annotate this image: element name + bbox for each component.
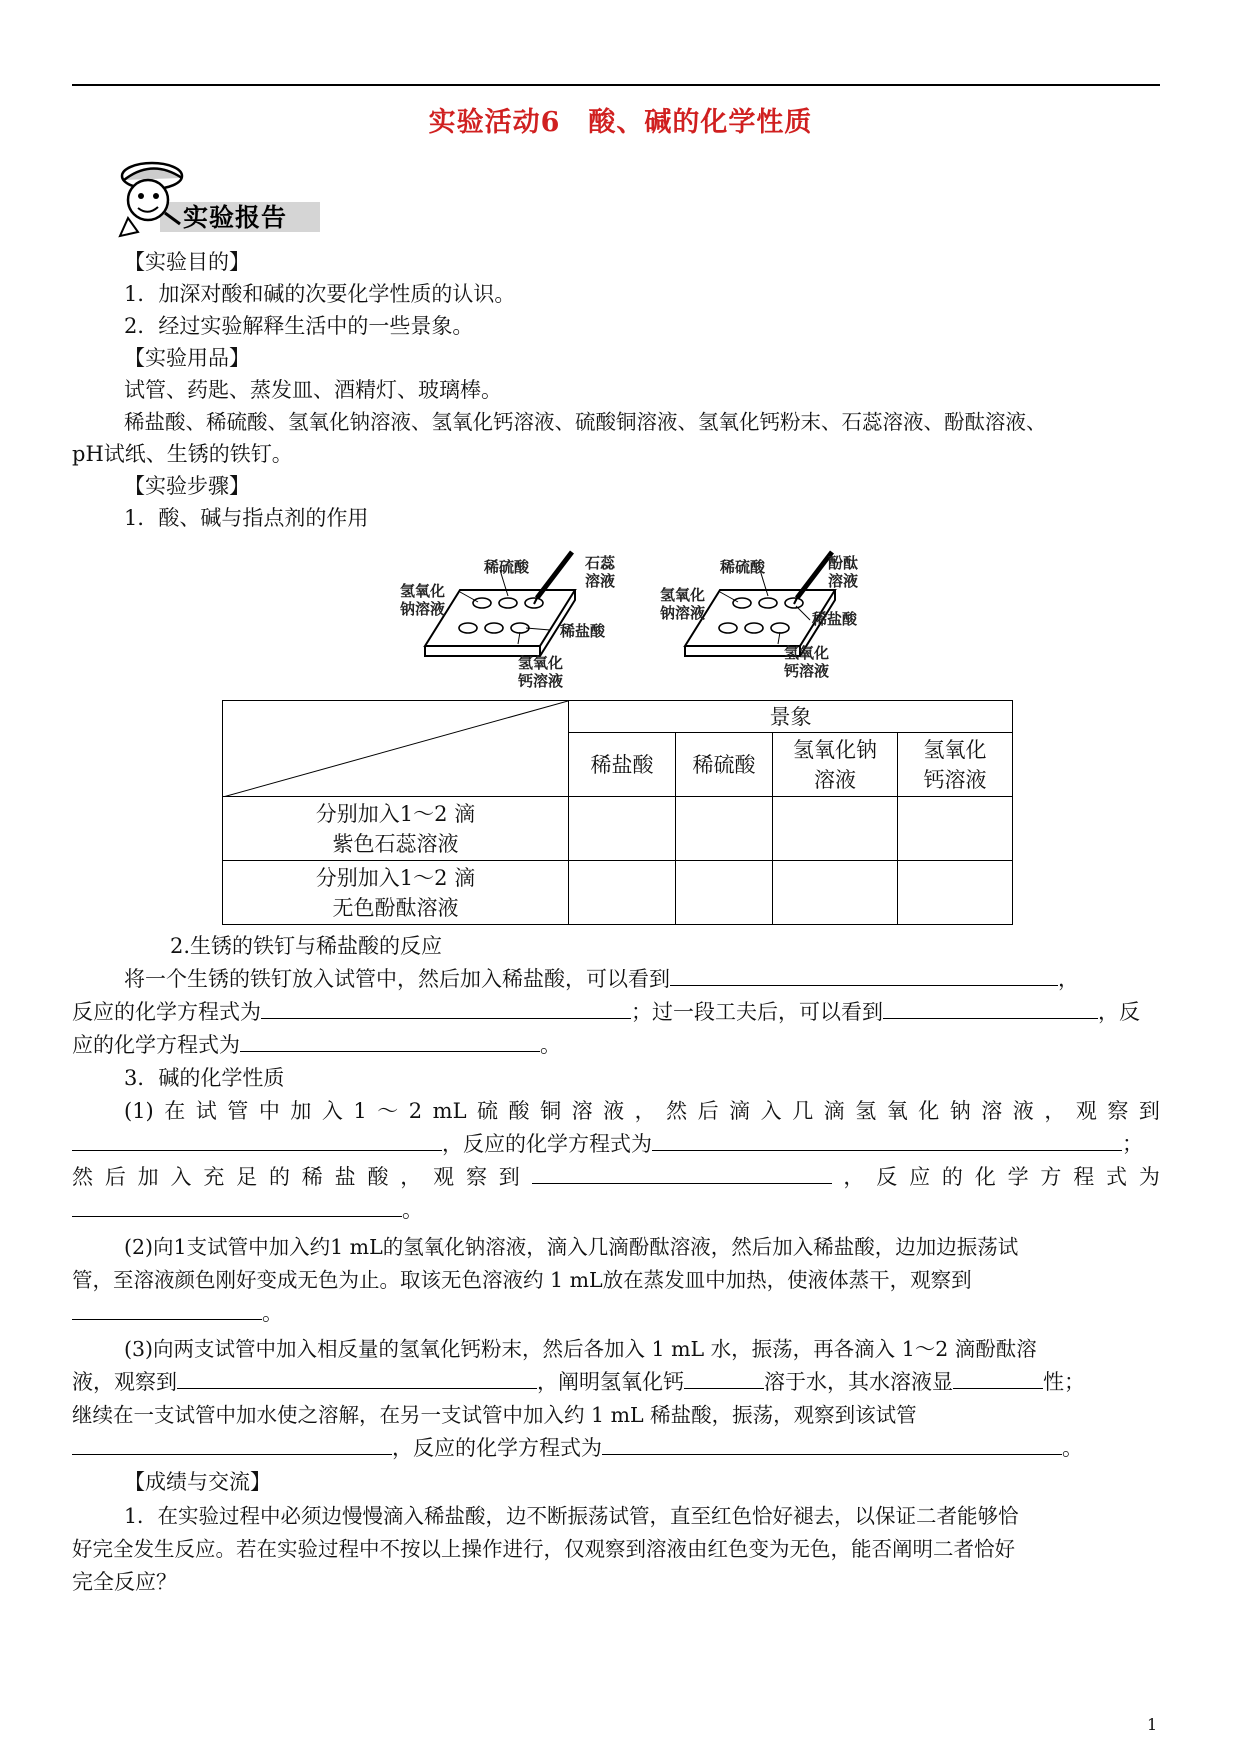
purpose-item-1: 1．加深对酸和碱的次要化学性质的认识。 xyxy=(124,282,516,306)
answer-cell[interactable] xyxy=(676,861,773,925)
step-2-heading: 2.生锈的铁钉与稀盐酸的反应 xyxy=(170,934,443,958)
step-3-p3-line-2: 液，观察到 ，阐明氢氧化钙 溶于水，其水溶液显 性； xyxy=(72,1366,1085,1398)
answer-blank[interactable] xyxy=(684,1366,764,1389)
label-naoh-2: 钠溶液 xyxy=(660,604,706,622)
label-dilute-sulfuric-acid: 稀硫酸 xyxy=(720,558,766,576)
answer-blank[interactable] xyxy=(670,963,1058,986)
step-3-p1-line-1: (1) 在 试 管 中 加 入 1 ～ 2 mL 硫 酸 铜 溶 液 ， 然 后 滴 入 几 滴 氢 氧 化 钠 溶 液 ， 观 察 到 xyxy=(124,1099,1160,1123)
table-corner-cell xyxy=(223,701,569,797)
step-1-heading: 1．酸、碱与指点剂的作用 xyxy=(124,506,369,530)
materials-line-3: pH试纸、生锈的铁钉。 xyxy=(72,442,293,466)
label-caoh2-1: 氢氧化 xyxy=(518,654,564,672)
step-3-p3-line-3: 继续在一支试管中加水使之溶解，在另一支试管中加入约 1 mL 稀盐酸，振荡，观察到该试管 xyxy=(72,1403,917,1427)
step-3-p3-line-4: ，反应的化学方程式为 。 xyxy=(72,1432,1083,1464)
step-2-line-1: 将一个生锈的铁钉放入试管中，然后加入稀盐酸，可以看到 ， xyxy=(124,963,1079,995)
label-litmus-1: 石蕊 xyxy=(585,554,616,572)
results-line-2: 好完全发生反应。若在实验过程中不按以上操作进行，仅观察到溶液由红色变为无色，能否阐明二者恰好 xyxy=(72,1537,1015,1561)
label-naoh-1: 氢氧化 xyxy=(400,582,446,600)
experiment-report-badge xyxy=(110,158,320,238)
step-3-p1-line-2: ，反应的化学方程式为 ； xyxy=(72,1128,1143,1160)
materials-line-2: 稀盐酸、稀硫酸、氢氧化钠溶液、氢氧化钙溶液、硫酸铜溶液、氢氧化钙粉末、石蕊溶液、酚酞溶液、 xyxy=(124,410,1047,434)
step-3-p2-line-2: 管，至溶液颜色刚好变成无色为止。取该无色溶液约 1 mL放在蒸发皿中加热，使液体蒸干，观察到 xyxy=(72,1268,972,1292)
label-naoh-1: 氢氧化 xyxy=(660,586,706,604)
top-rule xyxy=(72,84,1160,86)
materials-line-1: 试管、药匙、蒸发皿、酒精灯、玻璃棒。 xyxy=(124,378,502,402)
label-dilute-hcl: 稀盐酸 xyxy=(560,622,606,640)
purpose-item-2: 2．经过实验解释生活中的一些景象。 xyxy=(124,314,474,338)
label-phenolphthalein-2: 溶液 xyxy=(828,572,859,590)
answer-cell[interactable] xyxy=(773,797,898,861)
step-3-p1-line-4: 。 xyxy=(72,1194,423,1226)
answer-cell[interactable] xyxy=(569,861,676,925)
diagonal-line xyxy=(223,701,568,797)
answer-blank[interactable] xyxy=(261,996,631,1019)
spot-plate-litmus-diagram xyxy=(400,548,640,688)
step-3-p1-line-3: 然 后 加 入 充 足 的 稀 盐 酸 ， 观 察 到 ， 反 应 的 化 学 方 程 式 为 xyxy=(72,1161,1160,1193)
answer-cell[interactable] xyxy=(773,861,898,925)
answer-blank[interactable] xyxy=(953,1366,1043,1389)
label-caoh2-2: 钙溶液 xyxy=(784,662,830,680)
answer-blank[interactable] xyxy=(72,1128,442,1151)
steps-heading: 【实验步骤】 xyxy=(124,474,250,498)
answer-blank[interactable] xyxy=(177,1366,537,1389)
answer-cell[interactable] xyxy=(898,797,1013,861)
col-header-hcl: 稀盐酸 xyxy=(569,733,676,797)
table-row xyxy=(223,797,1013,861)
observation-table xyxy=(222,700,1013,925)
answer-cell[interactable] xyxy=(676,797,773,861)
answer-blank[interactable] xyxy=(883,996,1098,1019)
label-litmus-2: 溶液 xyxy=(585,572,616,590)
step-3-heading: 3．碱的化学性质 xyxy=(124,1066,285,1090)
page-number: 1 xyxy=(1147,1715,1158,1734)
step-3-p2-line-1: (2)向1支试管中加入约1 mL的氢氧化钠溶液，滴入几滴酚酞溶液，然后加入稀盐酸，边加边振荡试 xyxy=(124,1235,1019,1259)
answer-blank[interactable] xyxy=(602,1432,1062,1455)
col-header-naoh: 氢氧化钠 溶液 xyxy=(773,733,898,797)
results-line-1: 1．在实验过程中必须边慢慢滴入稀盐酸，边不断振荡试管，直至红色恰好褪去，以保证二者能够恰 xyxy=(124,1504,1019,1528)
answer-blank[interactable] xyxy=(72,1194,402,1217)
answer-blank[interactable] xyxy=(532,1161,832,1184)
materials-heading: 【实验用品】 xyxy=(124,346,250,370)
row-header-litmus: 分别加入1～2 滴 紫色石蕊溶液 xyxy=(223,797,569,861)
label-caoh2-1: 氢氧化 xyxy=(784,644,830,662)
row-header-phenolphthalein: 分别加入1～2 滴 无色酚酞溶液 xyxy=(223,861,569,925)
label-phenolphthalein-1: 酚酞 xyxy=(828,554,859,572)
spot-plate-phenolphthalein-diagram xyxy=(660,548,900,688)
label-dilute-hcl: 稀盐酸 xyxy=(812,610,858,628)
answer-blank[interactable] xyxy=(652,1128,1122,1151)
badge-label: 实验报告 xyxy=(183,203,288,232)
page-title: 实验活动6 酸、碱的化学性质 xyxy=(428,107,813,138)
results-line-3: 完全反应？ xyxy=(72,1570,177,1594)
answer-cell[interactable] xyxy=(898,861,1013,925)
step-2-line-2: 反应的化学方程式为 ；过一段工夫后，可以看到 ，反 xyxy=(72,996,1140,1028)
answer-cell[interactable] xyxy=(569,797,676,861)
label-caoh2-2: 钙溶液 xyxy=(518,672,564,690)
col-header-caoh2: 氢氧化 钙溶液 xyxy=(898,733,1013,797)
step-3-p2-line-3: 。 xyxy=(72,1297,283,1329)
label-naoh-2: 钠溶液 xyxy=(400,600,446,618)
step-3-p3-line-1: (3)向两支试管中加入相反量的氢氧化钙粉末，然后各加入 1 mL 水，振荡，再各滴入 1～2 滴酚酞溶 xyxy=(124,1337,1037,1361)
step-2-line-3: 应的化学方程式为 。 xyxy=(72,1029,561,1061)
label-dilute-sulfuric-acid: 稀硫酸 xyxy=(484,558,530,576)
phenomenon-header: 景象 xyxy=(569,701,1013,733)
results-heading: 【成绩与交流】 xyxy=(124,1470,271,1494)
col-header-h2so4: 稀硫酸 xyxy=(676,733,773,797)
answer-blank[interactable] xyxy=(72,1297,262,1320)
answer-blank[interactable] xyxy=(72,1432,392,1455)
purpose-heading: 【实验目的】 xyxy=(124,250,250,274)
table-row xyxy=(223,861,1013,925)
answer-blank[interactable] xyxy=(240,1029,540,1052)
